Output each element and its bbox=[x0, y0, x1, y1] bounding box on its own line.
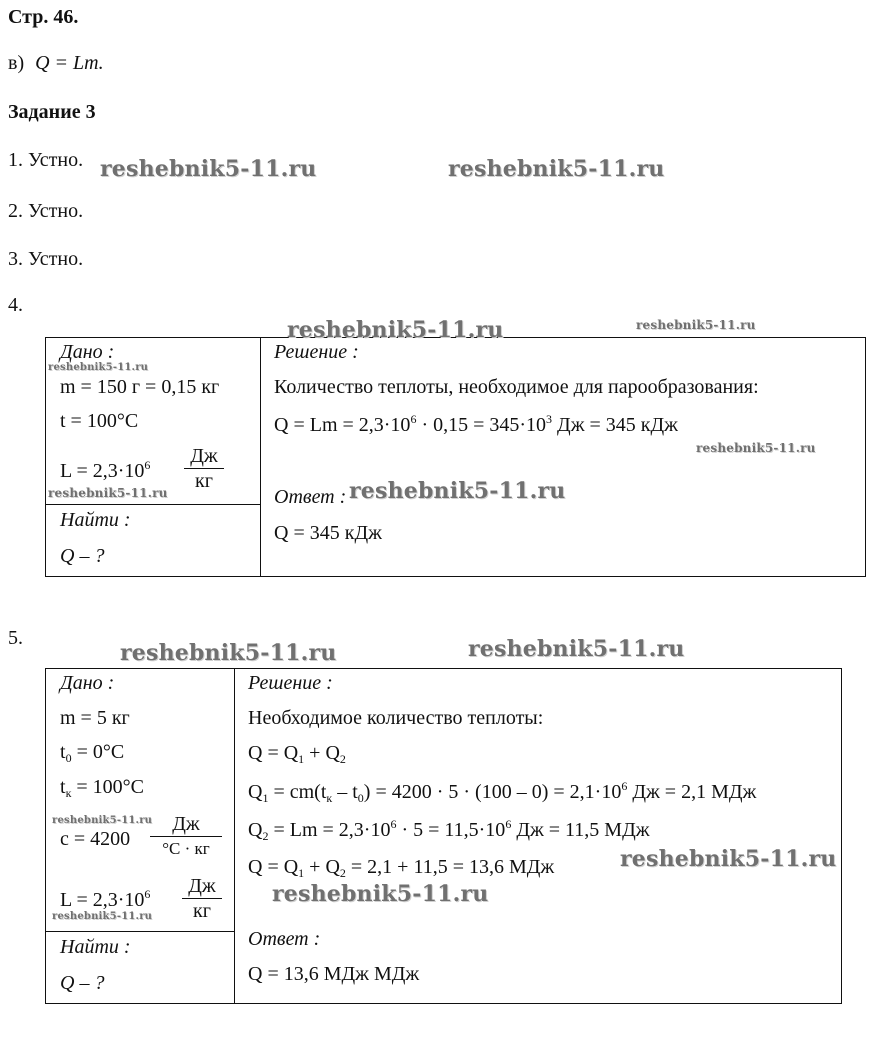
p4-given-L-unit bbox=[184, 444, 224, 493]
p5-given-L-unit-num: Дж bbox=[182, 874, 222, 899]
problem4-table bbox=[45, 337, 866, 577]
p5-find-title: Найти : bbox=[60, 936, 131, 958]
problem5-given-separator bbox=[45, 931, 235, 932]
p5-given-L: $L = 2,3\cdot 10^6$ bbox=[60, 887, 151, 911]
p4-find-title: Найти : bbox=[60, 509, 131, 531]
item-1: 1. Устно. bbox=[8, 149, 84, 171]
p5-given-c-unit-den: °C · кг bbox=[162, 839, 210, 858]
p5-given-t0: $t_0 = 0^\circ C$ bbox=[60, 741, 125, 765]
p5-eq4: $Q = Q_1 + Q_2 = 2,1 + 11,5 = 13,6$ МДж bbox=[248, 856, 555, 880]
watermark: reshebnik5-11.ru bbox=[349, 478, 566, 504]
p5-given-L-unit-den: кг bbox=[193, 900, 211, 922]
item-5: 5. bbox=[8, 627, 23, 649]
p5-given-tk: $t_к = 100^\circ C$ bbox=[60, 776, 145, 800]
p5-given-L-unit bbox=[182, 874, 222, 923]
watermark: reshebnik5-11.ru bbox=[620, 846, 837, 872]
item-v-formula: Q = Lm. bbox=[35, 52, 104, 74]
p5-find-q: Q – ? bbox=[60, 972, 105, 994]
p4-given-L: $L = 2,3\cdot 10^6$ bbox=[60, 458, 151, 482]
watermark: reshebnik5-11.ru bbox=[636, 318, 756, 332]
p4-solution-text: Количество теплоты, необходимое для парообразования: bbox=[274, 376, 759, 398]
item-v-letter: в) bbox=[8, 52, 25, 74]
p5-solution-title: Решение : bbox=[248, 672, 333, 694]
problem4-divider bbox=[260, 337, 261, 577]
item-v bbox=[8, 52, 104, 75]
p4-solution-title: Решение : bbox=[274, 341, 359, 363]
p5-eq1: $Q = Q_1 + Q_2$ bbox=[248, 742, 346, 766]
watermark: reshebnik5-11.ru bbox=[48, 362, 149, 373]
p4-solution-equation: $Q = Lm = 2,3\cdot 10^6 \cdot 0,15 = 345\cdot 10^3$ Дж = 345 кДж bbox=[274, 412, 678, 436]
watermark: reshebnik5-11.ru bbox=[468, 636, 685, 662]
problem4-given-separator bbox=[45, 504, 261, 505]
item-3: 3. Устно. bbox=[8, 248, 84, 270]
p4-given-L-unit-num: Дж bbox=[184, 444, 224, 469]
p5-solution-text: Необходимое количество теплоты: bbox=[248, 707, 544, 729]
p5-given-title: Дано : bbox=[60, 672, 115, 694]
task-title: Задание 3 bbox=[8, 101, 96, 123]
page-number: Стр. 46. bbox=[8, 6, 79, 28]
p5-given-c-unit bbox=[150, 812, 222, 861]
item-2: 2. Устно. bbox=[8, 200, 84, 222]
p5-answer-value: Q = 13,6 МДж МДж bbox=[248, 963, 420, 985]
p5-eq2: $Q_1 = cm(t_к - t_0) = 4200 \cdot 5 \cdot (100 - 0) = 2,1\cdot 10^6$ Дж = 2,1 МДж bbox=[248, 779, 757, 805]
watermark: reshebnik5-11.ru bbox=[448, 156, 665, 182]
p4-given-m: m = 150 г = 0,15 кг bbox=[60, 376, 220, 398]
p4-given-title: Дано : bbox=[60, 341, 115, 363]
watermark: reshebnik5-11.ru bbox=[272, 881, 489, 907]
watermark: reshebnik5-11.ru bbox=[100, 156, 317, 182]
p4-find-q: Q – ? bbox=[60, 545, 105, 567]
p5-given-c-unit-num: Дж bbox=[150, 812, 222, 837]
watermark: reshebnik5-11.ru bbox=[287, 317, 504, 343]
item-4: 4. bbox=[8, 294, 23, 316]
p5-given-m: m = 5 кг bbox=[60, 707, 130, 729]
problem5-divider bbox=[234, 668, 235, 1004]
p4-given-L-unit-den: кг bbox=[195, 470, 213, 492]
p5-eq3: $Q_2 = Lm = 2,3\cdot 10^6 \cdot 5 = 11,5\cdot 10^6$ Дж = 11,5 МДж bbox=[248, 817, 650, 843]
watermark: reshebnik5-11.ru bbox=[696, 441, 816, 455]
p4-answer-value: Q = 345 кДж bbox=[274, 522, 382, 544]
watermark: reshebnik5-11.ru bbox=[52, 815, 153, 826]
watermark: reshebnik5-11.ru bbox=[120, 640, 337, 666]
p5-given-c: c = 4200 bbox=[60, 828, 131, 850]
p4-given-t: t = 100°C bbox=[60, 410, 139, 432]
p5-answer-title: Ответ : bbox=[248, 928, 321, 950]
p4-answer-title: Ответ : bbox=[274, 486, 347, 508]
watermark: reshebnik5-11.ru bbox=[52, 911, 153, 922]
watermark: reshebnik5-11.ru bbox=[48, 486, 168, 500]
